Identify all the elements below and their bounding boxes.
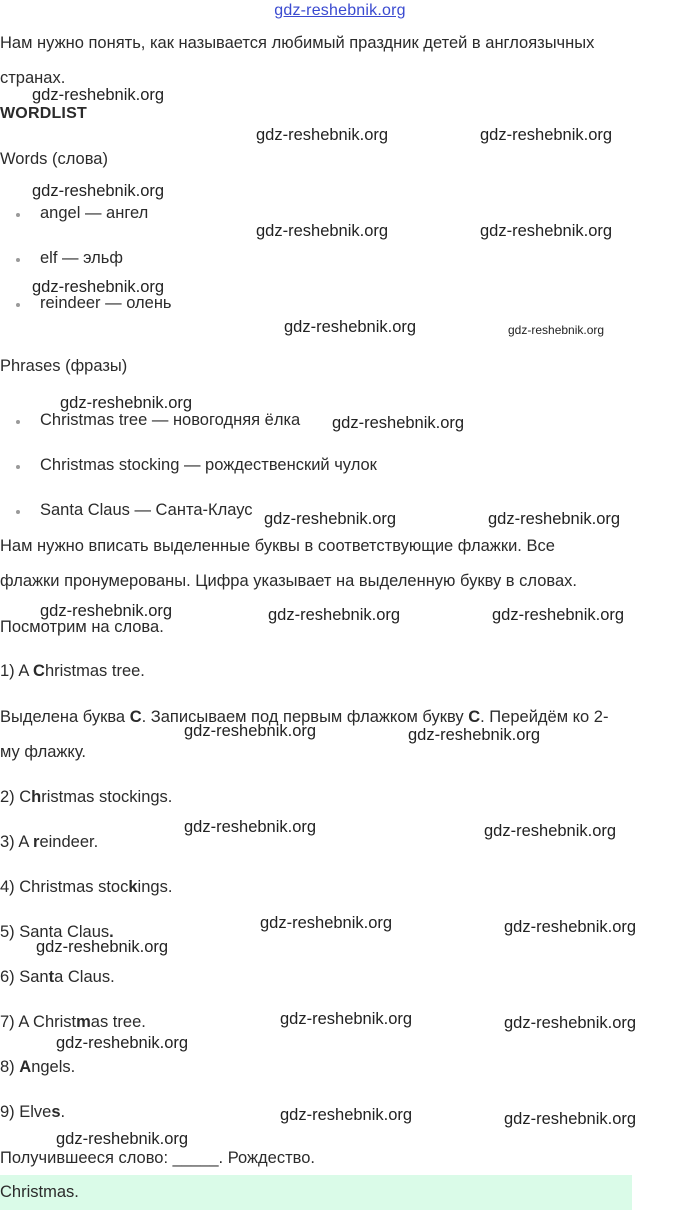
task-line-1: Нам нужно вписать выделенные буквы в соответствующие флажки. Все [0, 537, 555, 555]
result-line: Получившееся слово: _____. Рождество. [0, 1149, 315, 1167]
task-look: Посмотрим на слова. [0, 618, 164, 636]
watermark: gdz-reshebnik.org [256, 222, 389, 240]
list-item: Santa Claus — Санта-Клаус [16, 501, 253, 520]
word-item-5: 5) Santa Claus. [0, 923, 114, 941]
answer-box [0, 1175, 632, 1210]
watermark: gdz-reshebnik.org [268, 606, 401, 624]
intro-line-1: Нам нужно понять, как называется любимый праздник детей в англоязычных [0, 34, 595, 52]
phrases-heading: Phrases (фразы) [0, 357, 128, 375]
site-header-link[interactable]: gdz-reshebnik.org [274, 2, 406, 19]
watermark: gdz-reshebnik.org [408, 726, 541, 744]
watermark: gdz-reshebnik.org [504, 1110, 637, 1128]
watermark: gdz-reshebnik.org [280, 1010, 413, 1028]
list-item: reindeer — олень [16, 294, 172, 313]
watermark: gdz-reshebnik.org [480, 222, 613, 240]
watermark: gdz-reshebnik.org [32, 182, 165, 200]
watermark: gdz-reshebnik.org [184, 818, 317, 836]
watermark: gdz-reshebnik.org [260, 914, 393, 932]
wordlist-title: WORDLIST [0, 105, 87, 122]
list-item: Christmas tree — новогодняя ёлка [16, 411, 300, 430]
watermark: gdz-reshebnik.org [184, 722, 317, 740]
watermark: gdz-reshebnik.org [60, 394, 193, 412]
watermark: gdz-reshebnik.org [256, 126, 389, 144]
watermark: gdz-reshebnik.org [40, 602, 173, 620]
word-item-1: 1) A Christmas tree. [0, 662, 145, 680]
task-line-2: флажки пронумерованы. Цифра указывает на выделенную букву в словах. [0, 572, 577, 590]
watermark: gdz-reshebnik.org [284, 318, 417, 336]
watermark: gdz-reshebnik.org [504, 918, 637, 936]
list-item: angel — ангел [16, 204, 148, 223]
explain-line-1: Выделена буква C. Записываем под первым флажком букву C. Перейдём ко 2- [0, 708, 609, 726]
watermark: gdz-reshebnik.org [56, 1034, 189, 1052]
watermark: gdz-reshebnik.org [488, 510, 621, 528]
watermark: gdz-reshebnik.org [32, 86, 165, 104]
words-heading: Words (слова) [0, 150, 108, 168]
intro-line-2: странах. [0, 69, 66, 87]
list-item: Christmas stocking — рождественский чулок [16, 456, 377, 475]
watermark: gdz-reshebnik.org [332, 414, 465, 432]
watermark: gdz-reshebnik.org [32, 278, 165, 296]
word-item-4: 4) Christmas stockings. [0, 878, 173, 896]
explain-line-2: му флажку. [0, 743, 87, 761]
word-item-6: 6) Santa Claus. [0, 968, 115, 986]
watermark: gdz-reshebnik.org [56, 1130, 189, 1148]
list-item: elf — эльф [16, 249, 123, 268]
word-item-2: 2) Christmas stockings. [0, 788, 173, 806]
watermark: gdz-reshebnik.org [504, 1014, 637, 1032]
watermark: gdz-reshebnik.org [264, 510, 397, 528]
word-item-8: 8) Angels. [0, 1058, 76, 1076]
watermark: gdz-reshebnik.org [480, 126, 613, 144]
watermark: gdz-reshebnik.org [36, 938, 169, 956]
watermark: gdz-reshebnik.org [492, 606, 625, 624]
answer-text: Christmas. [0, 1183, 79, 1201]
watermark: gdz-reshebnik.org [484, 822, 617, 840]
word-item-9: 9) Elves. [0, 1103, 66, 1121]
watermark: gdz-reshebnik.org [280, 1106, 413, 1124]
word-item-3: 3) A reindeer. [0, 833, 99, 851]
word-item-7: 7) A Christmas tree. [0, 1013, 146, 1031]
watermark: gdz-reshebnik.org [508, 323, 605, 337]
